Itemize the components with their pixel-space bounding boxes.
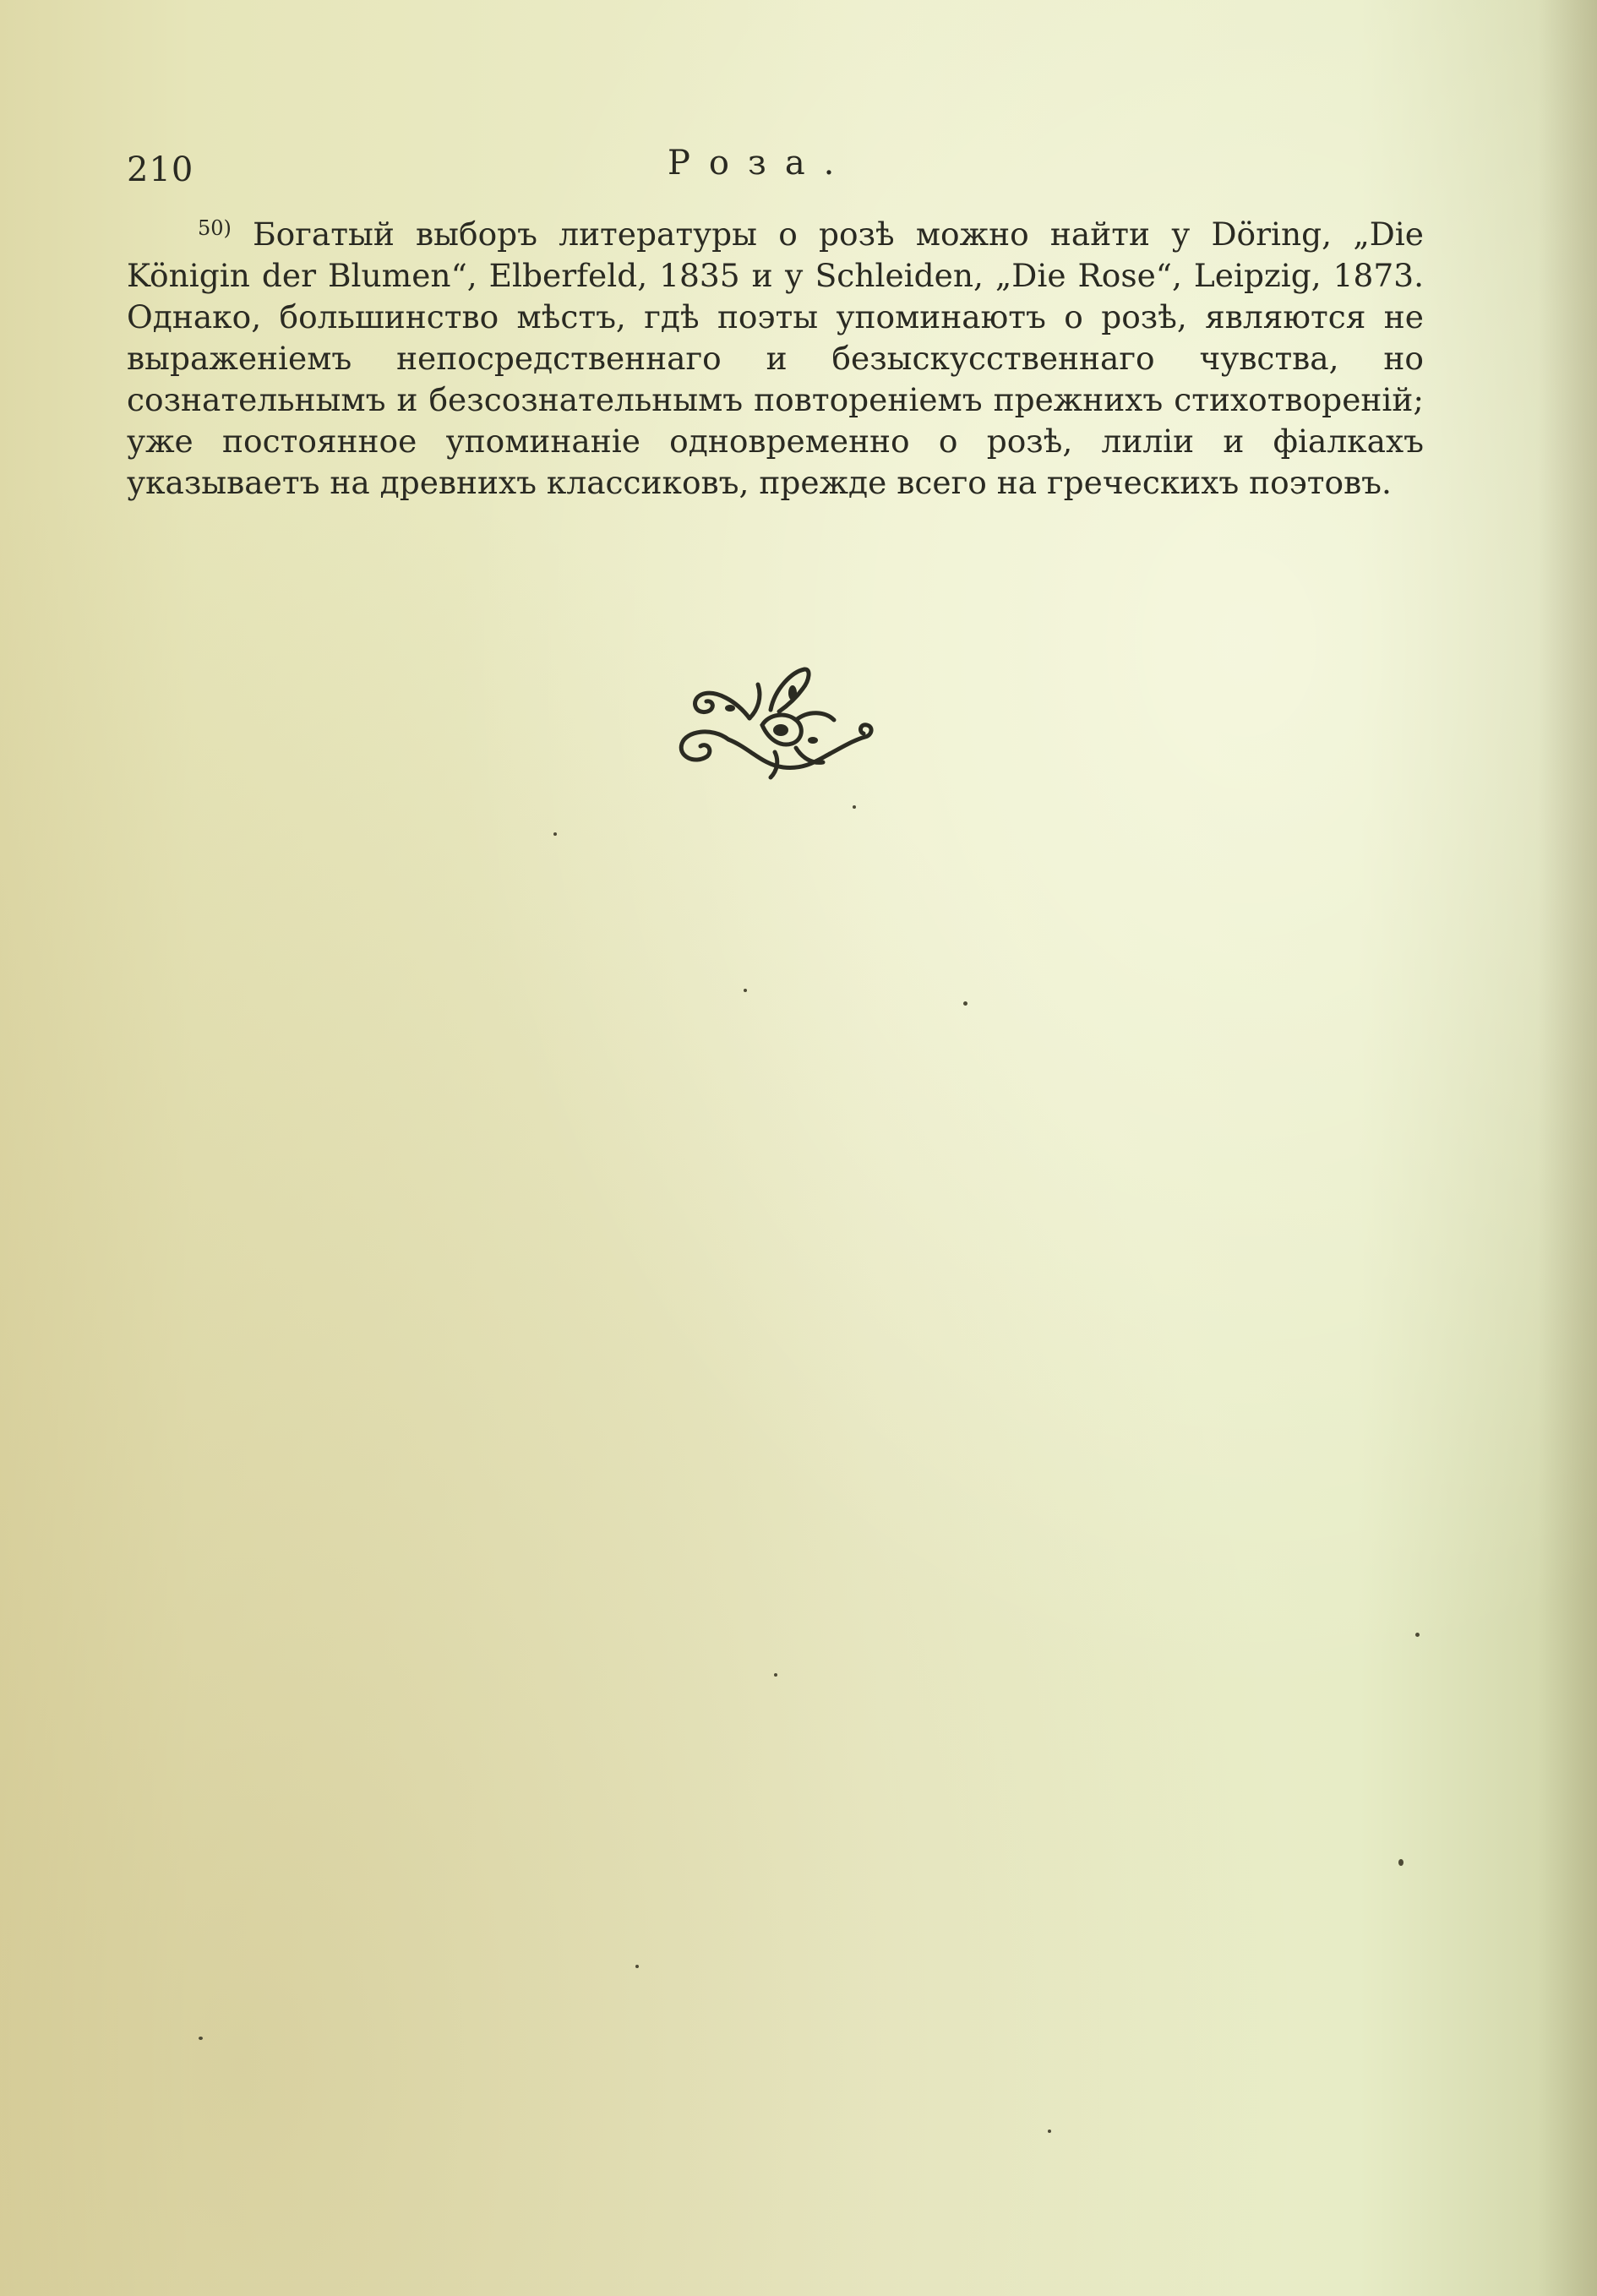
paper-speck bbox=[853, 805, 856, 809]
footnote-marker: 50) bbox=[198, 216, 232, 240]
paper-speck bbox=[744, 989, 747, 992]
floral-vignette-icon bbox=[669, 659, 876, 786]
page-edge-shadow bbox=[1538, 0, 1597, 2296]
page-number: 210 bbox=[127, 150, 194, 189]
footnote-text: Богатый выборъ литературы о розѣ можно найти у Döring, „Die Königin der Blumen“, Elberfeld, 1835 и у Schleiden, „Die Rose“, Leipzig, 1873. Однако, большинство мѣстъ, гдѣ поэты упоминаютъ о розѣ, являются не выраженіемъ непосредственнаго и безыскусственнаго чувства, но сознательнымъ и безсознательнымъ повтореніемъ прежнихъ стихотвореній; уже постоянное упоминаніе одновременно о розѣ, лиліи и фіалкахъ указываетъ на древнихъ классиковъ, прежде всего на греческихъ поэтовъ. bbox=[127, 215, 1424, 501]
paper-speck bbox=[963, 1001, 967, 1006]
footnote bbox=[127, 208, 1424, 504]
running-title: Роза. bbox=[668, 144, 853, 183]
paper-speck bbox=[1398, 1859, 1404, 1866]
paper-speck bbox=[635, 1965, 639, 1968]
paper-speck bbox=[1048, 2130, 1051, 2133]
page-header bbox=[127, 144, 1424, 194]
paper-speck bbox=[1415, 1633, 1420, 1637]
paper-speck bbox=[199, 2037, 203, 2040]
paper-speck bbox=[774, 1673, 777, 1677]
paper-speck bbox=[553, 832, 557, 836]
